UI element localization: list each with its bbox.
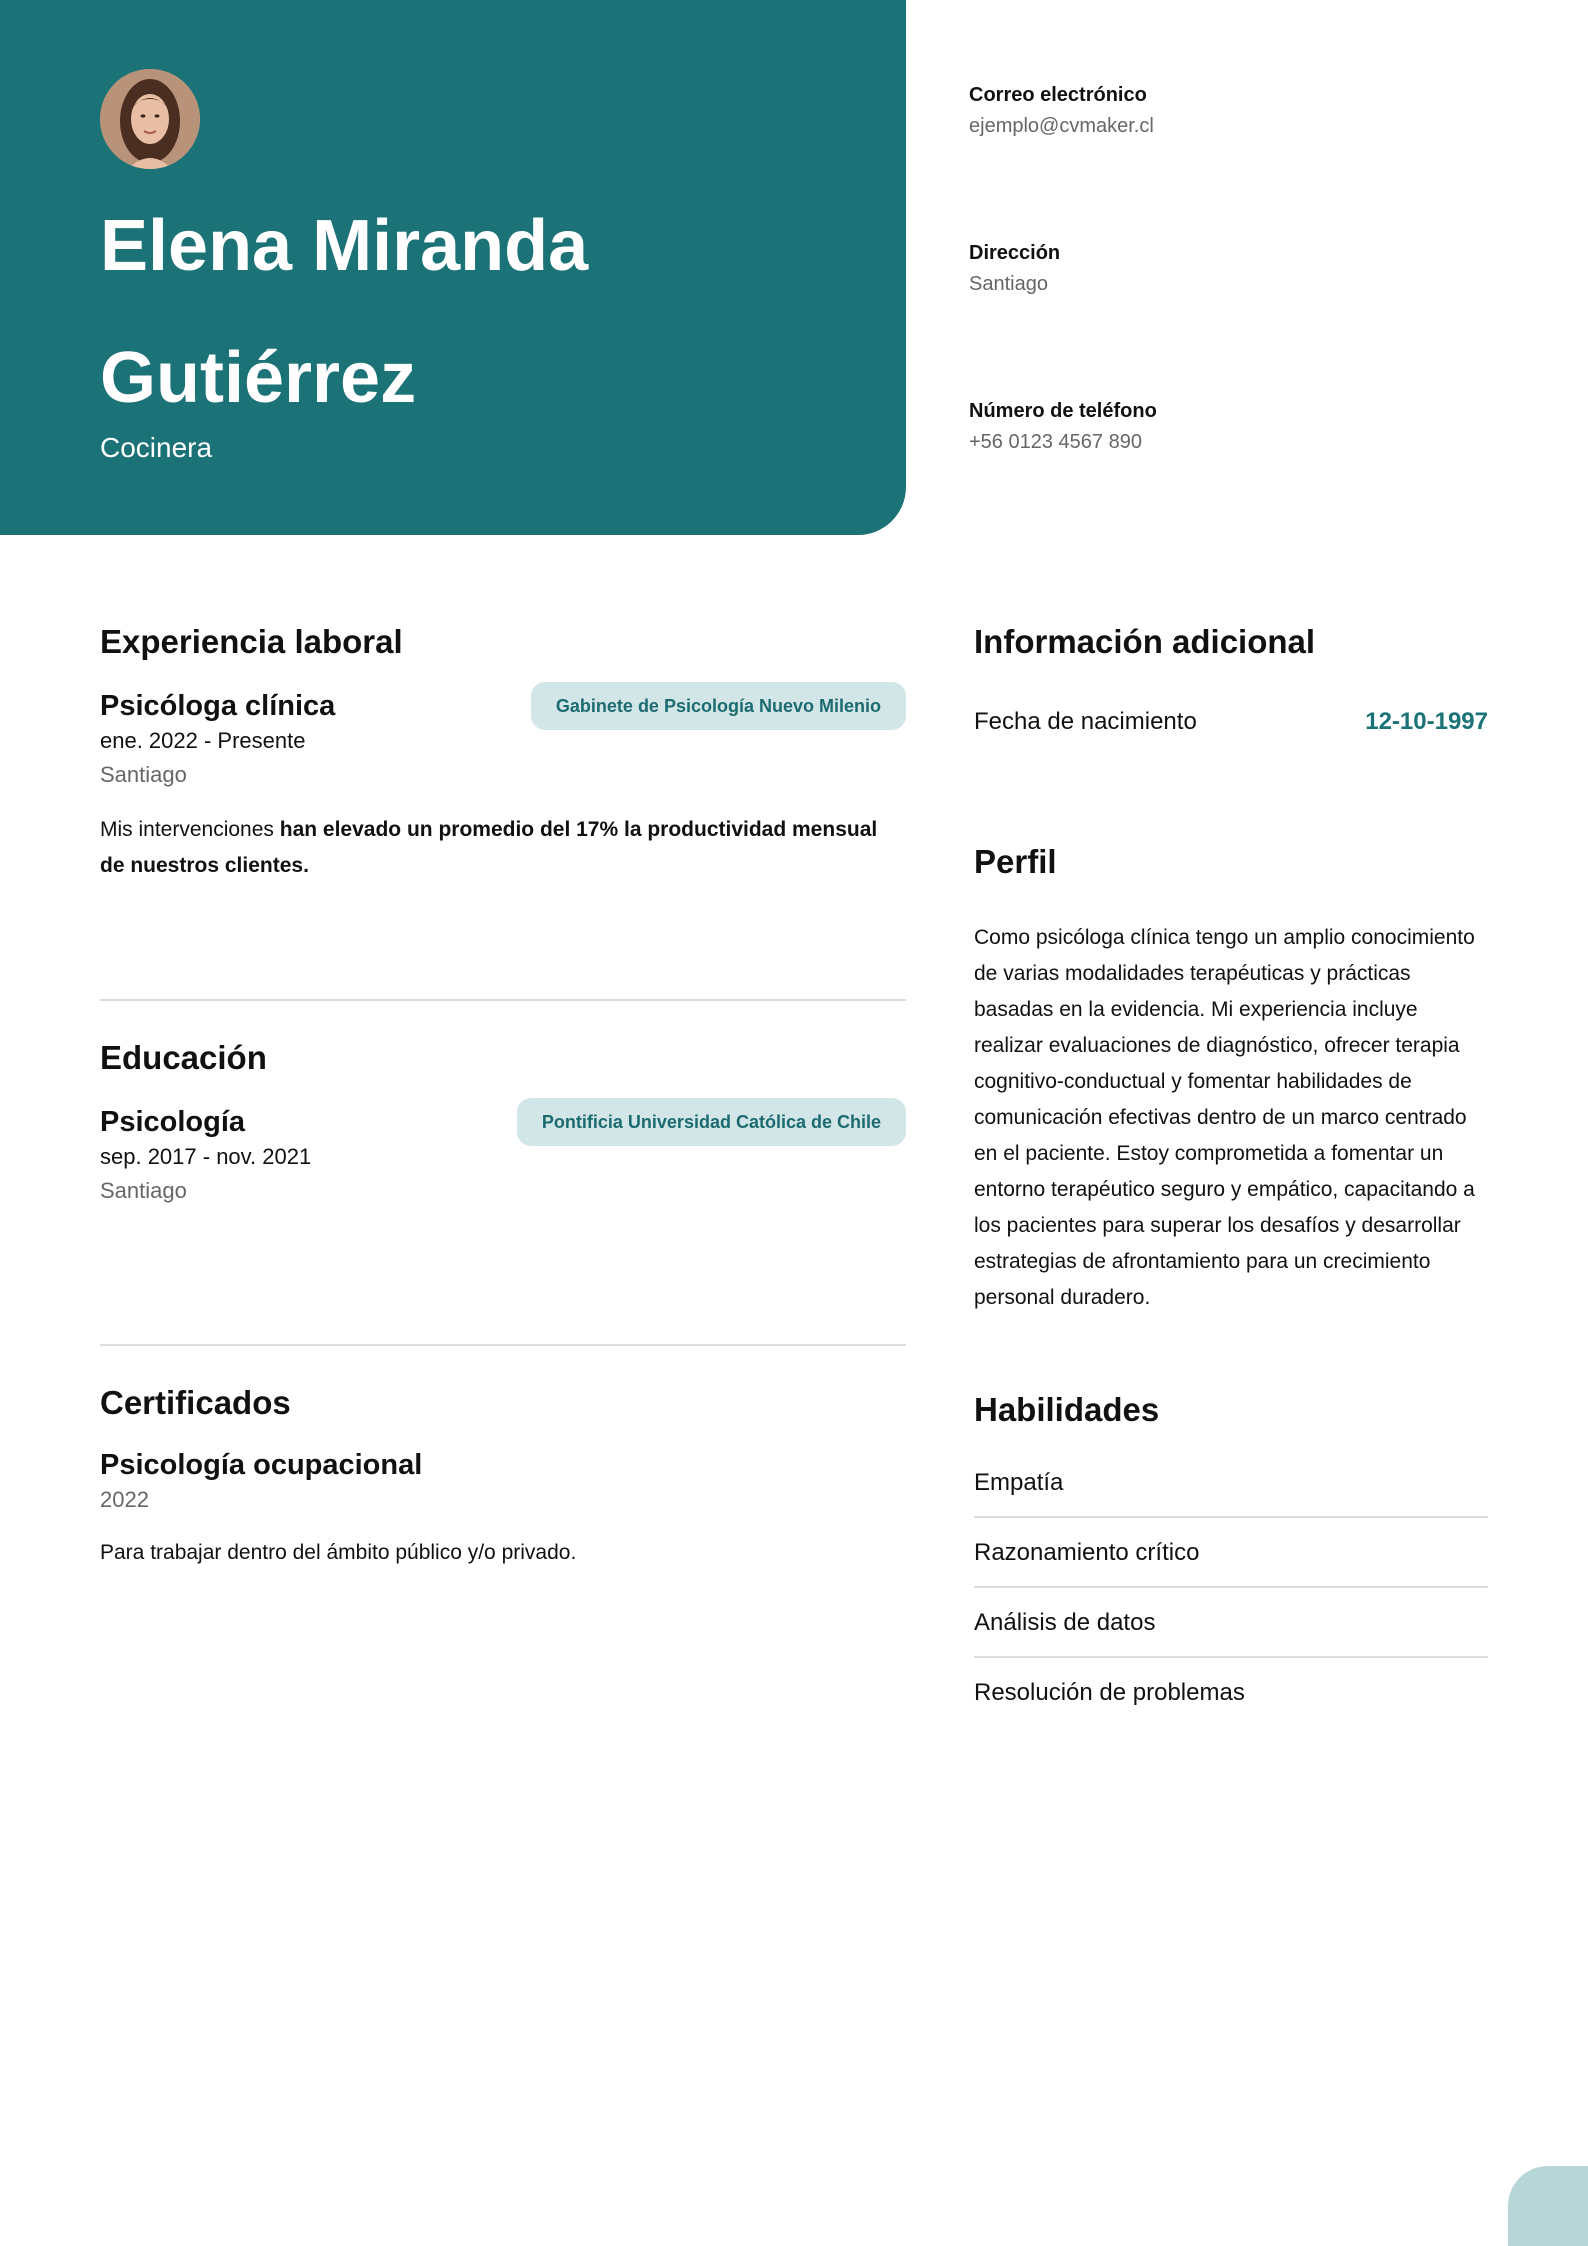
item-description: [100, 812, 906, 884]
corner-decoration: [1508, 2166, 1588, 2246]
experience-section: [100, 622, 906, 884]
education-item: [100, 1098, 906, 1206]
contact-label: Número de teléfono: [969, 400, 1157, 422]
institution-badge: Pontificia Universidad Católica de Chile: [517, 1098, 906, 1146]
contact-email: [969, 81, 1529, 141]
info-row-birthdate: [974, 708, 1488, 736]
divider: [100, 999, 906, 1001]
experience-item: [100, 682, 906, 884]
certificate-description: Para trabajar dentro del ámbito público y/o privado.: [100, 1541, 577, 1564]
skill-item: Análisis de datos: [974, 1588, 1488, 1658]
contact-label: Correo electrónico: [969, 84, 1147, 106]
certificate-name: Psicología ocupacional: [100, 1449, 423, 1481]
divider: [100, 1344, 906, 1346]
certificates-section: [100, 1383, 906, 1571]
degree-title: Psicología: [100, 1106, 246, 1138]
header-card: [0, 0, 906, 535]
section-title: Habilidades: [974, 1391, 1160, 1428]
skill-item: Resolución de problemas: [974, 1679, 1245, 1706]
job-title: Cocinera: [100, 432, 213, 463]
address-value: Santiago: [969, 273, 1048, 295]
additional-info-section: [974, 622, 1488, 736]
phone-value[interactable]: +56 0123 4567 890: [969, 431, 1142, 453]
contact-label: Dirección: [969, 242, 1061, 264]
certificate-year: 2022: [100, 1487, 149, 1512]
item-dates: ene. 2022 - Presente: [100, 728, 306, 753]
item-dates: sep. 2017 - nov. 2021: [100, 1144, 312, 1169]
info-label: Fecha de nacimiento: [974, 708, 1197, 735]
skills-section: [974, 1390, 1488, 1728]
skills-list: [974, 1448, 1488, 1728]
email-value[interactable]: ejemplo@cvmaker.cl: [969, 115, 1154, 137]
profile-section: [974, 842, 1488, 1316]
contact-phone: [969, 397, 1529, 457]
skill-item: Razonamiento crítico: [974, 1518, 1488, 1588]
avatar-photo-icon: [100, 69, 200, 169]
section-title: Experiencia laboral: [100, 623, 403, 660]
section-title: Certificados: [100, 1384, 291, 1421]
person-name: Elena Miranda Gutiérrez: [100, 206, 589, 418]
desc-plain: Mis intervenciones: [100, 818, 280, 841]
desc-bold: han elevado un promedio del 17% la productividad mensual de nuestros clientes.: [100, 818, 878, 877]
section-title: Perfil: [974, 843, 1057, 880]
section-title: Información adicional: [974, 623, 1316, 660]
education-section: [100, 1038, 906, 1206]
contact-address: [969, 239, 1529, 299]
info-value: 12-10-1997: [1365, 708, 1488, 735]
role-title: Psicóloga clínica: [100, 690, 336, 722]
section-title: Educación: [100, 1039, 267, 1076]
avatar: [100, 69, 200, 169]
item-location: Santiago: [100, 1178, 187, 1203]
item-location: Santiago: [100, 762, 187, 787]
profile-text: Como psicóloga clínica tengo un amplio conocimiento de varias modalidades terapéuticas y prácticas basadas en la evidencia. Mi experiencia incluye realizar evaluaciones de diagnóstico, ofrecer terapia cognitivo-conductual y fomentar habilidades de comunicación efectivas dentro de un marco centrado en el paciente. Estoy comprometida a fomentar un entorno terapéutico seguro y empático, capacitando a los pacientes para superar los desafíos y desarrollar estrategias de afrontamiento para un crecimiento personal duradero.: [974, 926, 1475, 1309]
skill-item: Empatía: [974, 1448, 1488, 1518]
company-badge: Gabinete de Psicología Nuevo Milenio: [531, 682, 906, 730]
